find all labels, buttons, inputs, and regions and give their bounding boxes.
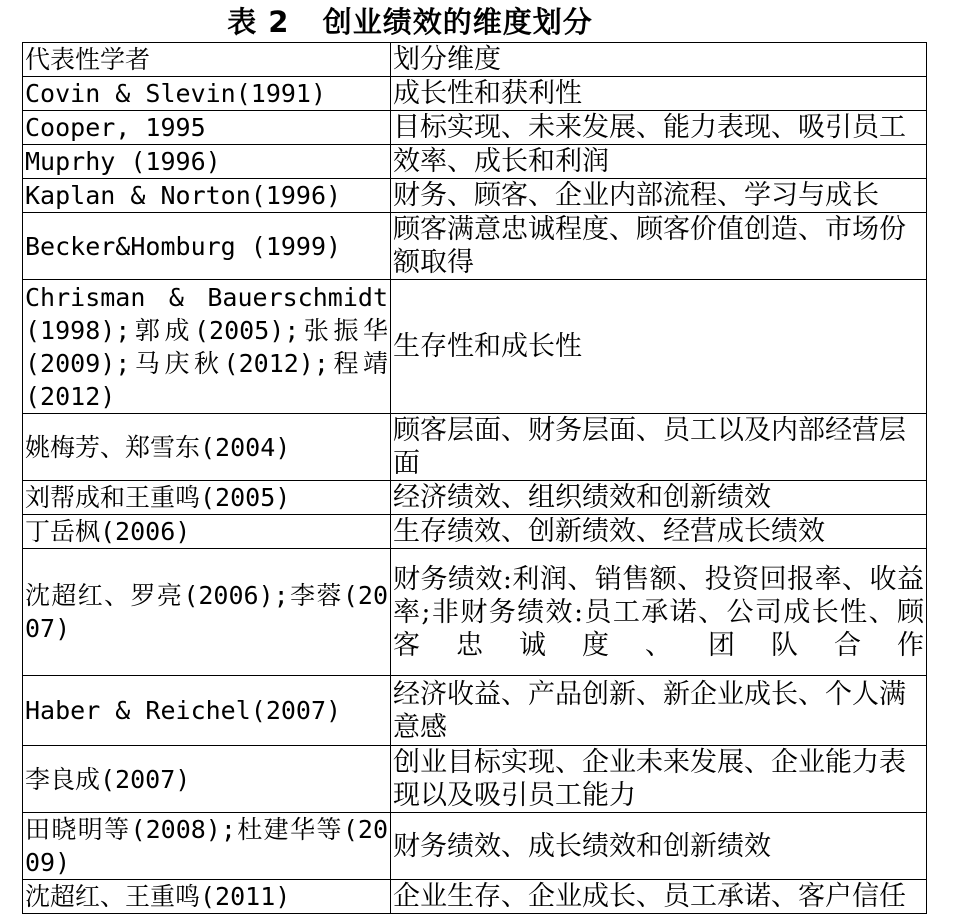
scholar-cell: 田晓明等(2008);杜建华等(2009) xyxy=(23,813,391,880)
scholar-cell: 沈超红、王重鸣(2011) xyxy=(23,880,391,914)
scholar-cell: Cooper, 1995 xyxy=(23,111,391,145)
scholar-cell: Covin & Slevin(1991) xyxy=(23,77,391,111)
scholar-cell: 沈超红、罗亮(2006);李蓉(2007) xyxy=(23,549,391,676)
table-row xyxy=(23,179,927,213)
table-title: 表 2 创业绩效的维度划分 xyxy=(227,5,593,39)
table-row xyxy=(23,414,927,481)
table-row xyxy=(23,746,927,813)
dimensions-cell: 经济收益、产品创新、新企业成长、个人满意感 xyxy=(391,676,927,746)
dimensions-cell: 顾客层面、财务层面、员工以及内部经营层面 xyxy=(391,414,927,481)
scholar-cell: 刘帮成和王重鸣(2005) xyxy=(23,481,391,515)
scholar-cell: Kaplan & Norton(1996) xyxy=(23,179,391,213)
scholar-cell: 姚梅芳、郑雪东(2004) xyxy=(23,414,391,481)
dimensions-cell: 生存绩效、创新绩效、经营成长绩效 xyxy=(391,515,927,549)
table-row xyxy=(23,145,927,179)
table-row xyxy=(23,77,927,111)
performance-dimensions-table xyxy=(22,42,927,914)
table-row xyxy=(23,880,927,914)
dimensions-cell: 成长性和获利性 xyxy=(391,77,927,111)
header-scholar: 代表性学者 xyxy=(23,43,391,77)
header-dimensions: 划分维度 xyxy=(391,43,927,77)
table-row xyxy=(23,515,927,549)
dimensions-cell: 企业生存、企业成长、员工承诺、客户信任 xyxy=(391,880,927,914)
table-row xyxy=(23,549,927,676)
dimensions-cell: 顾客满意忠诚程度、顾客价值创造、市场份额取得 xyxy=(391,213,927,280)
table-header-row xyxy=(23,43,927,77)
scholar-cell: Becker&Homburg (1999) xyxy=(23,213,391,280)
table-row xyxy=(23,813,927,880)
scholar-cell: Chrisman & Bauerschmidt (1998);郭成(2005);张振华(2009);马庆秋(2012);程靖(2012) xyxy=(23,280,391,414)
dimensions-cell: 生存性和成长性 xyxy=(391,280,927,414)
scholar-cell: 丁岳枫(2006) xyxy=(23,515,391,549)
table-row xyxy=(23,676,927,746)
dimensions-cell: 财务绩效:利润、销售额、投资回报率、收益率;非财务绩效:员工承诺、公司成长性、顾客忠诚度、团队合作 xyxy=(391,549,927,676)
dimensions-cell: 经济绩效、组织绩效和创新绩效 xyxy=(391,481,927,515)
table-row xyxy=(23,481,927,515)
dimensions-cell: 创业目标实现、企业未来发展、企业能力表现以及吸引员工能力 xyxy=(391,746,927,813)
table-row xyxy=(23,111,927,145)
dimensions-cell: 财务、顾客、企业内部流程、学习与成长 xyxy=(391,179,927,213)
scholar-cell: Haber & Reichel(2007) xyxy=(23,676,391,746)
scholar-cell: Muprhy (1996) xyxy=(23,145,391,179)
table-row xyxy=(23,213,927,280)
dimensions-cell: 财务绩效、成长绩效和创新绩效 xyxy=(391,813,927,880)
table-row xyxy=(23,280,927,414)
scholar-cell: 李良成(2007) xyxy=(23,746,391,813)
dimensions-cell: 效率、成长和利润 xyxy=(391,145,927,179)
dimensions-cell: 目标实现、未来发展、能力表现、吸引员工 xyxy=(391,111,927,145)
